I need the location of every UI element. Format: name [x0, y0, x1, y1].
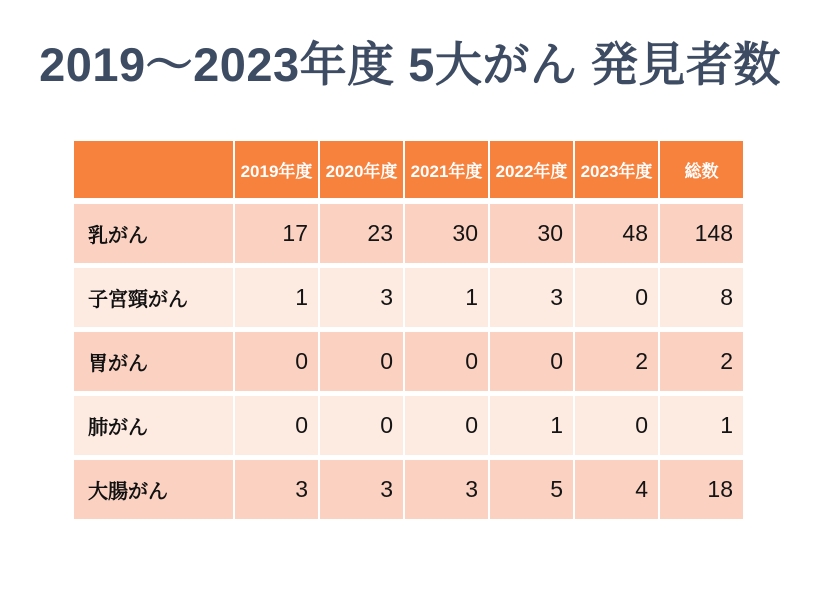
col-header-2021: 2021年度	[403, 141, 488, 198]
table-cell: 2	[658, 327, 743, 391]
table-cell: 1	[403, 263, 488, 327]
table-row-stomach-cancer	[74, 327, 743, 391]
col-header-empty	[74, 141, 233, 198]
col-header-total: 総数	[658, 141, 743, 198]
slide-title: 2019〜2023年度 5大がん 発見者数	[39, 38, 781, 91]
table-cell: 0	[573, 391, 658, 455]
table-row-breast-cancer	[74, 198, 743, 263]
table-cell: 30	[488, 198, 573, 263]
table-cell: 3	[488, 263, 573, 327]
table-cell: 30	[403, 198, 488, 263]
row-label: 胃がん	[74, 327, 233, 391]
row-label: 大腸がん	[74, 455, 233, 519]
table-cell: 1	[658, 391, 743, 455]
table-cell: 3	[318, 263, 403, 327]
table-cell: 3	[233, 455, 318, 519]
table-cell: 0	[403, 327, 488, 391]
col-header-2019: 2019年度	[233, 141, 318, 198]
table-cell: 0	[318, 327, 403, 391]
col-header-2020: 2020年度	[318, 141, 403, 198]
row-label: 肺がん	[74, 391, 233, 455]
table-row-lung-cancer	[74, 391, 743, 455]
table-cell: 1	[233, 263, 318, 327]
table-body	[74, 198, 743, 519]
row-label: 乳がん	[74, 198, 233, 263]
table-cell: 17	[233, 198, 318, 263]
table-cell: 0	[233, 391, 318, 455]
table-header	[74, 141, 743, 198]
table-row-colorectal-cancer	[74, 455, 743, 519]
table-cell: 4	[573, 455, 658, 519]
table-cell: 0	[403, 391, 488, 455]
table-cell: 1	[488, 391, 573, 455]
table-cell: 18	[658, 455, 743, 519]
table-cell: 5	[488, 455, 573, 519]
table-cell: 48	[573, 198, 658, 263]
header-row	[74, 141, 743, 198]
table-cell: 3	[403, 455, 488, 519]
table-row-cervical-cancer	[74, 263, 743, 327]
cancer-detection-table	[74, 141, 743, 519]
table-cell: 0	[318, 391, 403, 455]
table-cell: 8	[658, 263, 743, 327]
table-cell: 23	[318, 198, 403, 263]
table-cell: 2	[573, 327, 658, 391]
row-label: 子宮頸がん	[74, 263, 233, 327]
table-cell: 0	[233, 327, 318, 391]
table-cell: 148	[658, 198, 743, 263]
table-cell: 3	[318, 455, 403, 519]
table-cell: 0	[488, 327, 573, 391]
col-header-2022: 2022年度	[488, 141, 573, 198]
table-cell: 0	[573, 263, 658, 327]
col-header-2023: 2023年度	[573, 141, 658, 198]
